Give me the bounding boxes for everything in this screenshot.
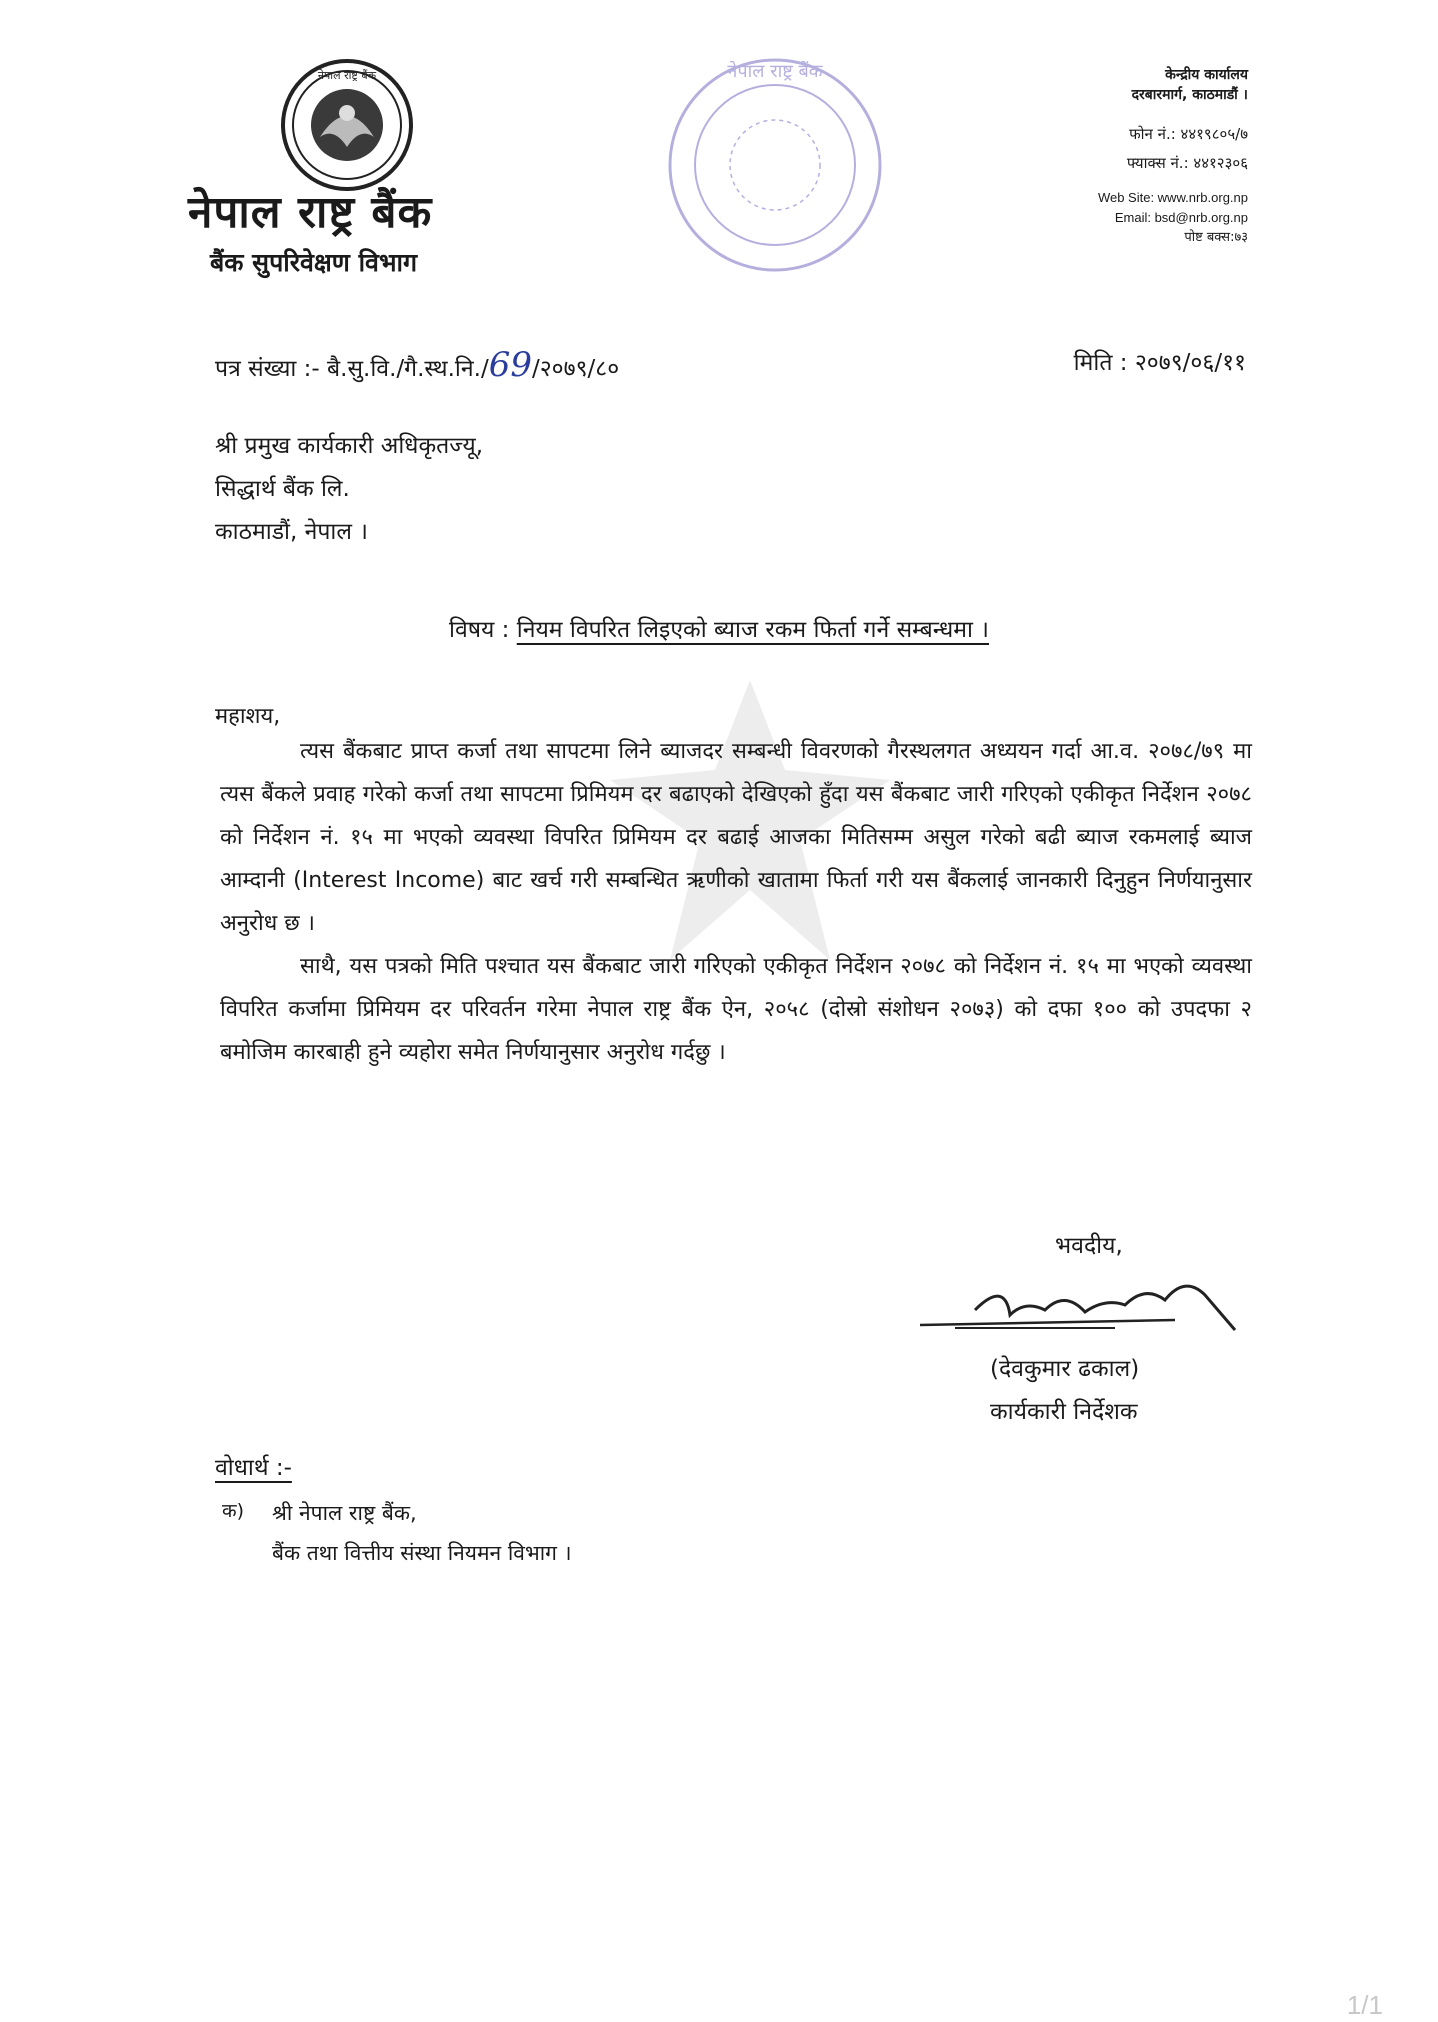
fax-number: फ्याक्स नं.: ४४१२३०६: [1126, 154, 1248, 172]
page-indicator: 1/1: [1346, 1990, 1383, 2020]
rubber-stamp: [655, 45, 895, 285]
subject-label: विषय :: [448, 617, 517, 643]
signer-title: कार्यकारी निर्देशक: [990, 1399, 1138, 1425]
signer-name: (देवकुमार ढकाल): [990, 1356, 1140, 1382]
website: Web Site: www.nrb.org.np: [1097, 190, 1248, 205]
web-block: [1098, 188, 1248, 248]
department-name: बैंक सुपरिवेक्षण विभाग: [210, 248, 418, 277]
email: Email: bsd@nrb.org.np: [1114, 210, 1248, 225]
addressee-block: [215, 425, 483, 554]
cc-line: बैंक तथा वित्तीय संस्था नियमन विभाग ।: [272, 1541, 572, 1565]
office-block: [1132, 65, 1248, 105]
stamp-text: नेपाल राष्ट्र बैंक: [727, 61, 823, 82]
office-title: केन्द्रीय कार्यालय: [1165, 67, 1248, 83]
closing: भवदीय,: [1055, 1233, 1123, 1259]
contact-block: [1127, 120, 1248, 178]
signature: [915, 1270, 1285, 1350]
subject-text: नियम विपरित लिइएको ब्याज रकम फिर्ता गर्ने सम्बन्धमा ।: [516, 617, 989, 643]
subject-line: [0, 612, 1438, 644]
body-paragraph: साथै, यस पत्रको मिति पश्चात यस बैंकबाट जारी गरिएको एकीकृत निर्देशन २०७८ को निर्देशन नं. १५ मा भएको व्यवस्था विपरित कर्जामा प्रिमियम दर परिवर्तन गरेमा नेपाल राष्ट्र बैंक ऐन, २०५८ (दोस्रो संशोधन २०७३) को दफा १०० को उपदफा २ बमोजिम कारबाही हुने व्यहोरा समेत निर्णयानुसार अनुरोध गर्दछु ।: [220, 954, 1252, 1065]
addressee-line: काठमाडौं, नेपाल ।: [215, 519, 368, 545]
bank-name: नेपाल राष्ट्र बैंक: [188, 187, 433, 238]
cc-block: [272, 1493, 572, 1573]
ref-suffix: /२०७९/८०: [531, 356, 620, 382]
letter-body: [220, 730, 1252, 1074]
logo-text: नेपाल राष्ट्र बैंक: [317, 69, 377, 82]
reference-number: [215, 345, 619, 385]
addressee-line: श्री प्रमुख कार्यकारी अधिकृतज्यू,: [215, 433, 484, 459]
bank-logo: [280, 55, 415, 195]
letter-date: मिति : २०७९/०६/११: [1073, 350, 1246, 376]
office-address: दरबारमार्ग, काठमाडौं ।: [1131, 87, 1248, 103]
ref-handwritten: 69: [488, 345, 532, 385]
signer-block: [990, 1348, 1139, 1434]
ref-prefix: पत्र संख्या :- बै.सु.वि./गै.स्थ.नि./: [215, 356, 489, 382]
cc-marker: क): [222, 1500, 245, 1522]
addressee-line: सिद्धार्थ बैंक लि.: [215, 476, 350, 502]
phone-number: फोन नं.: ४४१९८०५/७: [1129, 125, 1248, 143]
body-paragraph: त्यस बैंकबाट प्राप्त कर्जा तथा सापटमा लिने ब्याजदर सम्बन्धी विवरणको गैरस्थलगत अध्ययन गर्दा आ.व. २०७८/७९ मा त्यस बैंकले प्रवाह गरेको कर्जा तथा सापटमा प्रिमियम दर बढाएको देखिएको हुँदा यस बैंकबाट जारी गरिएको एकीकृत निर्देशन २०७८ को निर्देशन नं. १५ मा भएको व्यवस्था विपरित प्रिमियम दर बढाई आजका मितिसम्म असुल गरेको बढी ब्याज रकमलाई ब्याज आम्दानी (Interest Income) बाट खर्च गरी सम्बन्धित ऋणीको खातामा फिर्ता गरी यस बैंकलाई जानकारी दिनुहुन निर्णयानुसार अनुरोध छ ।: [220, 739, 1252, 936]
cc-title: वोधार्थ :-: [215, 1455, 292, 1481]
cc-line: श्री नेपाल राष्ट्र बैंक,: [272, 1501, 417, 1525]
po-box: पोष्ट बक्स:७३: [1184, 230, 1248, 245]
salutation: महाशय,: [215, 704, 281, 729]
